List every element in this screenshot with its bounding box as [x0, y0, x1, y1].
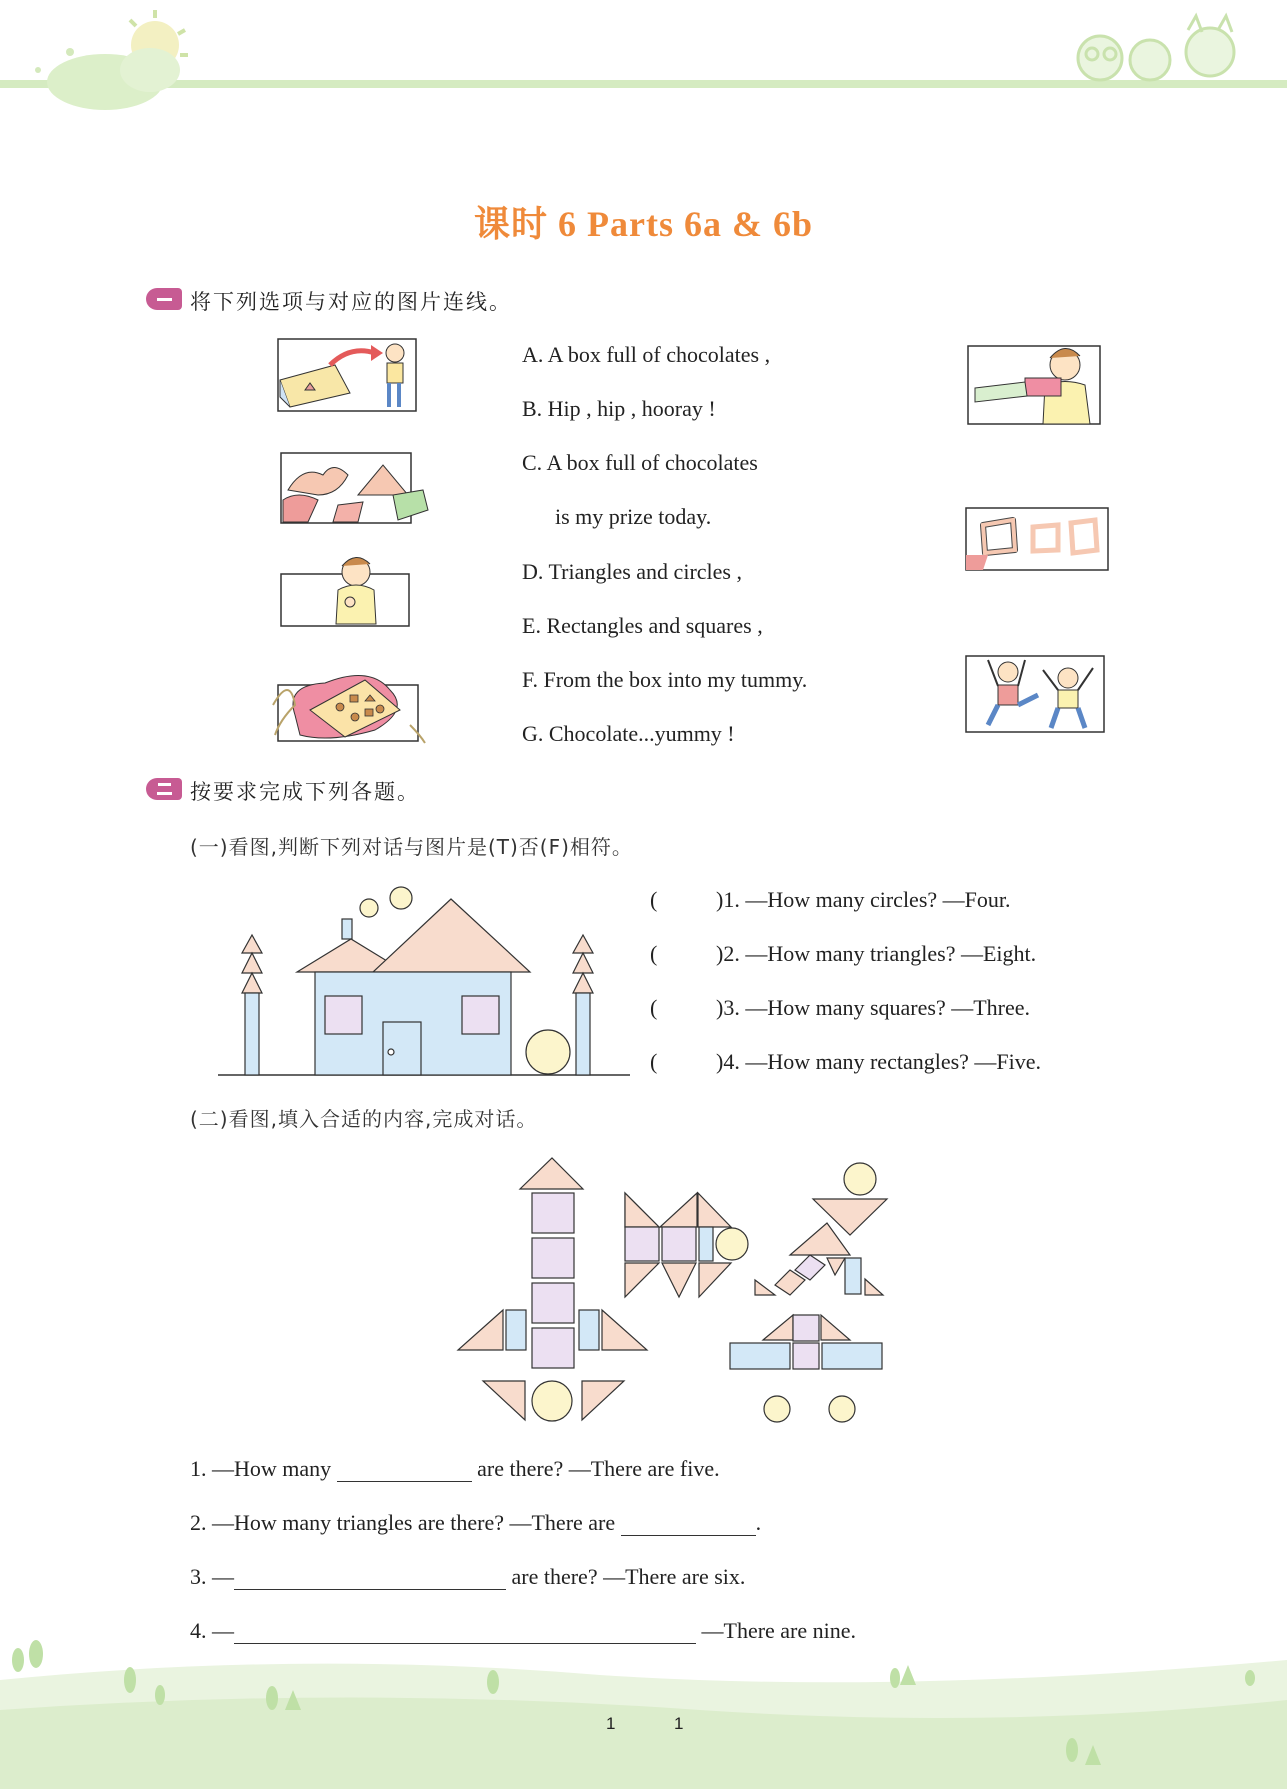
tf-paren-1: ( [650, 887, 658, 912]
footer-landscape [0, 1640, 1287, 1789]
q2-blank[interactable] [621, 1513, 756, 1536]
boy-pointing-at-box-icon [275, 335, 420, 415]
tf-paren-3: ( [650, 995, 658, 1020]
option-f: F. From the box into my tummy. [522, 667, 808, 692]
page-number-left: 1 [606, 1714, 616, 1733]
sun-cloud-icon [35, 10, 188, 110]
q1-start: 1. —How many [190, 1456, 332, 1481]
boy-eating-icon [278, 550, 413, 630]
fill-question-1 [190, 1456, 720, 1482]
page-number-right: 1 [674, 1714, 684, 1733]
q1-end: are there? —There are five. [477, 1456, 720, 1481]
q4-start: 4. — [190, 1618, 234, 1643]
fill-question-2 [190, 1510, 761, 1536]
q1-blank[interactable] [337, 1459, 472, 1482]
option-a: A. A box full of chocolates , [522, 342, 771, 367]
page-title: 课时 6 Parts 6a & 6b [474, 204, 813, 244]
tf-item-3[interactable]: )3. —How many squares? —Three. [716, 995, 1031, 1020]
option-e: E. Rectangles and squares , [522, 613, 763, 638]
tf-paren-2: ( [650, 941, 658, 966]
rocket-top-triangle [520, 1158, 583, 1189]
q3-end: are there? —There are six. [511, 1564, 746, 1589]
section2-title: 按要求完成下列各题。 [190, 780, 420, 804]
tf-paren-4: ( [650, 1049, 658, 1074]
header-decoration [0, 0, 1287, 120]
part2-instruction: (二)看图,填入合适的内容,完成对话。 [190, 1107, 538, 1131]
fill-question-3 [190, 1564, 745, 1590]
option-g: G. Chocolate...yummy ! [522, 721, 735, 746]
tf-item-1[interactable]: )1. —How many circles? —Four. [716, 887, 1011, 912]
hands-rectangles-icon [963, 505, 1111, 575]
q3-blank[interactable] [234, 1567, 506, 1590]
option-b: B. Hip , hip , hooray ! [522, 396, 716, 421]
q3-start: 3. — [190, 1564, 234, 1589]
section-badge-one [146, 288, 182, 310]
chocolate-box-icon [270, 665, 430, 745]
tf-item-4[interactable]: )4. —How many rectangles? —Five. [716, 1049, 1042, 1074]
gift-giving-icon [965, 340, 1105, 430]
header-decoration-svg [0, 0, 1287, 120]
q4-end: —There are nine. [701, 1618, 857, 1643]
house-shapes-figure [215, 880, 635, 1080]
hands-shapes-icon [278, 450, 430, 528]
shape-figures [455, 1155, 905, 1430]
option-d: D. Triangles and circles , [522, 559, 742, 584]
q2-start: 2. —How many triangles are there? —There are [190, 1510, 616, 1535]
option-c-continued: is my prize today. [555, 504, 712, 529]
part1-instruction: (一)看图,判断下列对话与图片是(T)否(F)相符。 [190, 835, 633, 859]
kids-cheering-icon [963, 650, 1108, 735]
header-rule [0, 80, 1287, 88]
tf-item-2[interactable]: )2. —How many triangles? —Eight. [716, 941, 1037, 966]
q2-end: . [755, 1510, 762, 1535]
section-badge-two [146, 778, 182, 800]
option-c: C. A box full of chocolates [522, 450, 758, 475]
animals-icon [1078, 16, 1234, 80]
section1-title: 将下列选项与对应的图片连线。 [190, 290, 512, 314]
